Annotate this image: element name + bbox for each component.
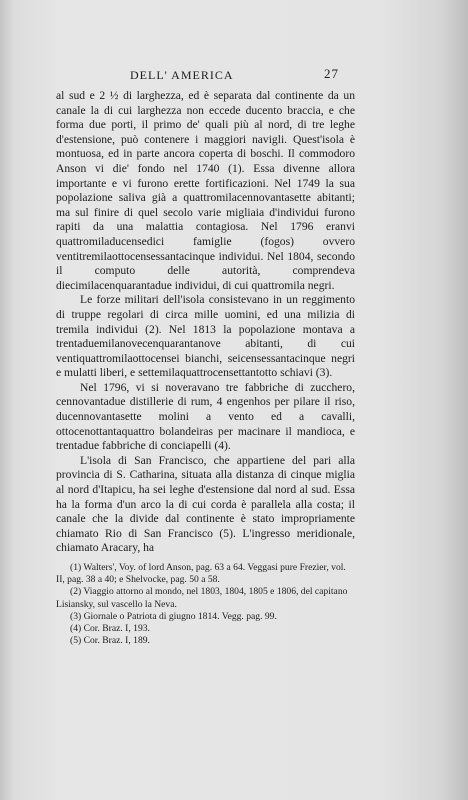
footnote: (2) Viaggio attorno al mondo, nel 1803, 1804, 1805 e 1806, del capitano Lisiansky, sul vascello la Neva.	[56, 586, 348, 610]
paragraph: L'isola di San Francisco, che appartiene del pari alla provincia di S. Catharina, situata alla distanza di cinque miglia al nord d'Itapicu, ha sei leghe d'estensione dal nord al sud. Essa ha la forma d'un arco la di cui corda è parallela alla costa; il canale che la divide dal continente è stato impropriamente chiamato Rio di San Francisco (5). L'ingresso meridionale, chiamato Aracary, ha	[56, 453, 355, 555]
footnote: (1) Walters', Voy. of lord Anson, pag. 63 a 64. Veggasi pure Frezier, vol. II, pag. 38 a 40; e Shelvocke, pag. 50 a 58.	[56, 562, 346, 586]
footnotes	[56, 562, 355, 647]
running-title: DELL' AMERICA	[130, 68, 234, 82]
footnote: (3) Giornale o Patriota di giugno 1814. Vegg. pag. 99.	[70, 610, 277, 622]
paragraph: Le forze militari dell'isola consistevano in un reggimento di truppe regolari di circa mille uomini, ed una milizia di tremila individui (2). Nel 1813 la popolazione montava a trentaduemilanovecenquarantanove abitanti, di cui ventiquattromilaottocensei bianchi, seicensessantacinque negri e mulatti liberi, e settemilaquattrocensettantotto schiavi (3).	[56, 293, 355, 380]
footnote: (5) Cor. Braz. I, 189.	[70, 635, 150, 647]
paragraph: al sud e 2 ½ di larghezza, ed è separata dal continente da un canale la di cui larghezza non eccede ducento braccia, e che forma due porti, il primo de' quali più al nord, di tre leghe d'estensione, può contenere i maggiori navigli. Quest'isola è montuosa, ed in parte ancora coperta di boschi. Il commodoro Anson vi die' fondo nel 1740 (1). Essa divenne allora importante e vi furono erette fortificazioni. Nel 1749 la sua popolazione saliva già a quattromilacennovantasette abitanti; ma sul finire di quel secolo varie migliaia d'individui furono rapiti da una malattia contagiosa. Nel 1796 eranvi quattromiladucensedici famiglie (fogos) ovvero ventitremilaottocensessantacinque individui. Nel 1804, secondo il computo delle autorità, comprendeva diecimilacenquarantadue individui, di cui quattromila negri.	[56, 89, 355, 292]
main-text	[56, 89, 355, 556]
page-number: 27	[324, 66, 339, 81]
footnote: (4) Cor. Braz. I, 193.	[70, 623, 150, 635]
paragraph: Nel 1796, vi si noveravano tre fabbriche di zucchero, cennovantadue distillerie di rum, 4 engenhos per pilare il riso, ducennovantasette molini a vento ed a cavalli, ottocenottantaquattro bolandeiras per macinare il mandioca, e trentadue fabbriche di conciapelli (4).	[56, 380, 355, 453]
